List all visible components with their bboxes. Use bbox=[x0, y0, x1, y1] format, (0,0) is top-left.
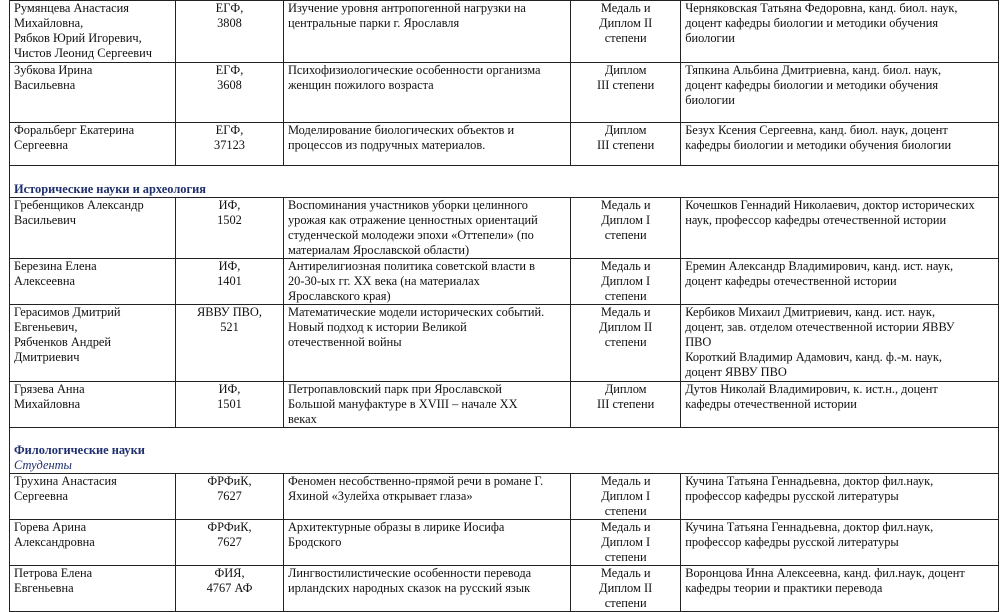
cell-text-line: Кербиков Михаил Дмитриевич, канд. ист. наук, bbox=[685, 305, 936, 319]
cell-text-line: Сергеевна bbox=[14, 489, 69, 503]
cell-text-line: ЕГФ, bbox=[215, 63, 244, 77]
cell-text-line: Антирелигиозная политика советской власти в bbox=[287, 259, 536, 273]
cell-text-line: наук, профессор кафедры отечественной истории bbox=[685, 213, 947, 227]
cell-text-line: Бродского bbox=[287, 535, 342, 549]
cell-text-line: Моделирование биологических объектов и bbox=[287, 123, 515, 137]
faculty-cell bbox=[176, 474, 284, 520]
cell-text-line: биологии bbox=[685, 93, 735, 107]
participant-cell bbox=[10, 63, 176, 123]
award-cell bbox=[571, 382, 681, 428]
cell-text-line: Воспоминания участников уборки целинного bbox=[287, 198, 528, 212]
cell-text-line: биологии bbox=[685, 31, 735, 45]
award-cell bbox=[571, 63, 681, 123]
table-row bbox=[10, 1, 999, 63]
cell-text-line: степени bbox=[604, 31, 647, 45]
section-heading-cell bbox=[10, 428, 999, 474]
cell-text-line: доцент кафедры биологии и методики обучения bbox=[685, 16, 939, 30]
cell-text-line: 1401 bbox=[217, 274, 242, 288]
topic-cell bbox=[283, 123, 570, 166]
topic-cell bbox=[283, 63, 570, 123]
supervisor-cell bbox=[681, 566, 999, 612]
table-row bbox=[10, 305, 999, 382]
awards-table-body bbox=[10, 1, 999, 612]
cell-text-line: Короткий Владимир Адамович, канд. ф.-м. наук, bbox=[685, 350, 942, 364]
cell-text-line: 7627 bbox=[217, 535, 242, 549]
faculty-cell bbox=[176, 382, 284, 428]
cell-text-line: кафедры теории и практики перевода bbox=[685, 581, 883, 595]
cell-text-line: ЕГФ, bbox=[215, 1, 244, 15]
faculty-cell bbox=[176, 63, 284, 123]
cell-text-line: степени bbox=[604, 289, 647, 303]
cell-text-line: ИФ, bbox=[218, 259, 241, 273]
cell-text-line: Герасимов Дмитрий bbox=[14, 305, 121, 319]
cell-text-line: Михайловна, bbox=[14, 16, 84, 30]
cell-text-line: Михайловна bbox=[14, 397, 81, 411]
cell-text-line: Медаль и bbox=[600, 1, 651, 15]
cell-text-line: Алексеевна bbox=[14, 274, 75, 288]
participant-cell bbox=[10, 305, 176, 382]
faculty-cell bbox=[176, 520, 284, 566]
faculty-cell bbox=[176, 1, 284, 63]
table-row bbox=[10, 566, 999, 612]
cell-text-line: Медаль и bbox=[600, 474, 651, 488]
cell-text-line: Феномен несобственно-прямой речи в романе Г. bbox=[287, 474, 544, 488]
document-page bbox=[9, 0, 999, 612]
cell-text-line: отечественной войны bbox=[287, 335, 402, 349]
cell-text-line: Грязева Анна bbox=[14, 382, 85, 396]
award-cell bbox=[571, 520, 681, 566]
cell-text-line: Большой мануфактуре в XVIII – начале XX bbox=[287, 397, 518, 411]
cell-text-line: Диплом I bbox=[601, 274, 651, 288]
cell-text-line: профессор кафедры русской литературы bbox=[685, 489, 899, 503]
topic-cell bbox=[283, 382, 570, 428]
cell-text-line: ИФ, bbox=[218, 198, 241, 212]
faculty-cell bbox=[176, 566, 284, 612]
cell-text-line: доцент ЯВВУ ПВО bbox=[685, 365, 787, 379]
cell-text-line: III степени bbox=[597, 397, 655, 411]
cell-text-line: ЕГФ, bbox=[215, 123, 244, 137]
cell-text-line: Васильевич bbox=[14, 213, 76, 227]
cell-text-line: ФРФиК, bbox=[207, 520, 252, 534]
cell-text-line: Зубкова Ирина bbox=[14, 63, 93, 77]
supervisor-cell bbox=[681, 259, 999, 305]
cell-text-line: Медаль и bbox=[600, 566, 651, 580]
award-cell bbox=[571, 474, 681, 520]
table-row bbox=[10, 520, 999, 566]
topic-cell bbox=[283, 1, 570, 63]
supervisor-cell bbox=[681, 382, 999, 428]
cell-text-line: 1501 bbox=[217, 397, 242, 411]
cell-text-line: Диплом I bbox=[601, 535, 651, 549]
table-row bbox=[10, 198, 999, 259]
cell-text-line: веках bbox=[287, 412, 317, 426]
cell-text-line: 4767 АФ bbox=[206, 581, 253, 595]
participant-cell bbox=[10, 198, 176, 259]
cell-text-line: профессор кафедры русской литературы bbox=[685, 535, 899, 549]
cell-text-line: доцент кафедры биологии и методики обучения bbox=[685, 78, 939, 92]
cell-text-line: Сергеевна bbox=[14, 138, 69, 152]
awards-table bbox=[9, 0, 999, 612]
participant-cell bbox=[10, 1, 176, 63]
cell-text-line: Рябченков Андрей bbox=[14, 335, 112, 349]
award-cell bbox=[571, 123, 681, 166]
topic-cell bbox=[283, 520, 570, 566]
cell-text-line: Петрова Елена bbox=[14, 566, 93, 580]
supervisor-cell bbox=[681, 474, 999, 520]
supervisor-cell bbox=[681, 123, 999, 166]
cell-text-line: доцент кафедры отечественной истории bbox=[685, 274, 897, 288]
supervisor-cell bbox=[681, 198, 999, 259]
cell-text-line: Кучина Татьяна Геннадьевна, доктор фил.наук, bbox=[685, 474, 934, 488]
cell-text-line: Чистов Леонид Сергеевич bbox=[14, 46, 152, 60]
section-heading-row bbox=[10, 166, 999, 198]
cell-text-line: степени bbox=[604, 335, 647, 349]
table-row bbox=[10, 382, 999, 428]
cell-text-line: Александровна bbox=[14, 535, 95, 549]
participant-cell bbox=[10, 566, 176, 612]
cell-text-line: Диплом I bbox=[601, 213, 651, 227]
cell-text-line: Психофизиологические особенности организма bbox=[287, 63, 541, 77]
section-title: Филологические науки bbox=[14, 443, 145, 457]
table-row bbox=[10, 123, 999, 166]
participant-cell bbox=[10, 520, 176, 566]
cell-text-line: Кучина Татьяна Геннадьевна, доктор фил.наук, bbox=[685, 520, 934, 534]
cell-text-line: Архитектурные образы в лирике Иосифа bbox=[287, 520, 505, 534]
supervisor-cell bbox=[681, 63, 999, 123]
cell-text-line: Лингвостилистические особенности перевода bbox=[287, 566, 532, 580]
cell-text-line: ПВО bbox=[685, 335, 712, 349]
cell-text-line: Тяпкина Альбина Дмитриевна, канд. биол. наук, bbox=[685, 63, 942, 77]
topic-cell bbox=[283, 474, 570, 520]
topic-cell bbox=[283, 566, 570, 612]
cell-text-line: Гребенщиков Александр bbox=[14, 198, 144, 212]
faculty-cell bbox=[176, 198, 284, 259]
cell-text-line: ИФ, bbox=[218, 382, 241, 396]
cell-text-line: Диплом bbox=[604, 63, 647, 77]
participant-cell bbox=[10, 382, 176, 428]
cell-text-line: Форальберг Екатерина bbox=[14, 123, 135, 137]
cell-text-line: Медаль и bbox=[600, 305, 651, 319]
cell-text-line: кафедры отечественной истории bbox=[685, 397, 857, 411]
table-row bbox=[10, 259, 999, 305]
table-row bbox=[10, 63, 999, 123]
cell-text-line: Васильевна bbox=[14, 78, 76, 92]
cell-text-line: Дутов Николай Владимирович, к. ист.н., доцент bbox=[685, 382, 938, 396]
cell-text-line: кафедры биологии и методики обучения биологии bbox=[685, 138, 952, 152]
cell-text-line: Евгеньевна bbox=[14, 581, 74, 595]
cell-text-line: 3608 bbox=[217, 78, 242, 92]
cell-text-line: центральные парки г. Ярославля bbox=[287, 16, 460, 30]
cell-text-line: степени bbox=[604, 550, 647, 564]
cell-text-line: ФРФиК, bbox=[207, 474, 252, 488]
cell-text-line: Петропавловский парк при Ярославской bbox=[287, 382, 502, 396]
table-row bbox=[10, 474, 999, 520]
cell-text-line: 37123 bbox=[214, 138, 245, 152]
cell-text-line: Еремин Александр Владимирович, канд. ист. наук, bbox=[685, 259, 954, 273]
cell-text-line: материалам Ярославской области) bbox=[287, 243, 470, 257]
cell-text-line: Трухина Анастасия bbox=[14, 474, 117, 488]
cell-text-line: Математические модели исторических событий. bbox=[287, 305, 545, 319]
participant-cell bbox=[10, 123, 176, 166]
cell-text-line: Горева Арина bbox=[14, 520, 87, 534]
cell-text-line: ФИЯ, bbox=[214, 566, 245, 580]
cell-text-line: ирландских народных сказок на русский язык bbox=[287, 581, 531, 595]
cell-text-line: Диплом II bbox=[599, 16, 653, 30]
cell-text-line: Румянцева Анастасия bbox=[14, 1, 129, 15]
cell-text-line: Диплом II bbox=[599, 581, 653, 595]
cell-text-line: Яхиной «Зулейха открывает глаза» bbox=[287, 489, 473, 503]
cell-text-line: 1502 bbox=[217, 213, 242, 227]
supervisor-cell bbox=[681, 305, 999, 382]
topic-cell bbox=[283, 259, 570, 305]
section-heading-row bbox=[10, 428, 999, 474]
cell-text-line: Медаль и bbox=[600, 520, 651, 534]
cell-text-line: Ярославского края) bbox=[287, 289, 391, 303]
cell-text-line: Диплом bbox=[604, 382, 647, 396]
cell-text-line: Изучение уровня антропогенной нагрузки на bbox=[287, 1, 526, 15]
participant-cell bbox=[10, 259, 176, 305]
cell-text-line: студенческой молодежи эпохи «Оттепели» (по bbox=[287, 228, 534, 242]
supervisor-cell bbox=[681, 520, 999, 566]
cell-text-line: степени bbox=[604, 228, 647, 242]
cell-text-line: 521 bbox=[220, 320, 239, 334]
cell-text-line: Диплом II bbox=[599, 320, 653, 334]
cell-text-line: III степени bbox=[597, 78, 655, 92]
cell-text-line: Медаль и bbox=[600, 259, 651, 273]
award-cell bbox=[571, 566, 681, 612]
cell-text-line: 20-30-ых гг. XX века (на материалах bbox=[287, 274, 480, 288]
award-cell bbox=[571, 305, 681, 382]
cell-text-line: Черняковская Татьяна Федоровна, канд. биол. наук, bbox=[685, 1, 958, 15]
faculty-cell bbox=[176, 305, 284, 382]
cell-text-line: 3808 bbox=[217, 16, 242, 30]
cell-text-line: Безух Ксения Сергеевна, канд. биол. наук, доцент bbox=[685, 123, 948, 137]
cell-text-line: ЯВВУ ПВО, bbox=[197, 305, 262, 319]
section-title: Исторические науки и археология bbox=[14, 182, 206, 196]
topic-cell bbox=[283, 305, 570, 382]
cell-text-line: урожая как отражение ценностных ориентаций bbox=[287, 213, 538, 227]
cell-text-line: Новый подход к истории Великой bbox=[287, 320, 467, 334]
cell-text-line: Воронцова Инна Алексеевна, канд. фил.наук, доцент bbox=[685, 566, 965, 580]
cell-text-line: степени bbox=[604, 504, 647, 518]
cell-text-line: Кочешков Геннадий Николаевич, доктор исторических bbox=[685, 198, 975, 212]
cell-text-line: Диплом I bbox=[601, 489, 651, 503]
participant-cell bbox=[10, 474, 176, 520]
section-heading-cell bbox=[10, 166, 999, 198]
faculty-cell bbox=[176, 259, 284, 305]
cell-text-line: Рябков Юрий Игоревич, bbox=[14, 31, 142, 45]
cell-text-line: женщин пожилого возраста bbox=[287, 78, 434, 92]
cell-text-line: процессов из подручных материалов. bbox=[287, 138, 486, 152]
cell-text-line: Евгеньевич, bbox=[14, 320, 78, 334]
cell-text-line: Медаль и bbox=[600, 198, 651, 212]
section-subtitle: Студенты bbox=[14, 458, 72, 472]
award-cell bbox=[571, 1, 681, 63]
supervisor-cell bbox=[681, 1, 999, 63]
faculty-cell bbox=[176, 123, 284, 166]
cell-text-line: Березина Елена bbox=[14, 259, 97, 273]
award-cell bbox=[571, 259, 681, 305]
cell-text-line: Дмитриевич bbox=[14, 350, 80, 364]
topic-cell bbox=[283, 198, 570, 259]
cell-text-line: доцент, зав. отделом отечественной истории ЯВВУ bbox=[685, 320, 955, 334]
award-cell bbox=[571, 198, 681, 259]
cell-text-line: Диплом bbox=[604, 123, 647, 137]
cell-text-line: 7627 bbox=[217, 489, 242, 503]
cell-text-line: степени bbox=[604, 596, 647, 610]
cell-text-line: III степени bbox=[597, 138, 655, 152]
